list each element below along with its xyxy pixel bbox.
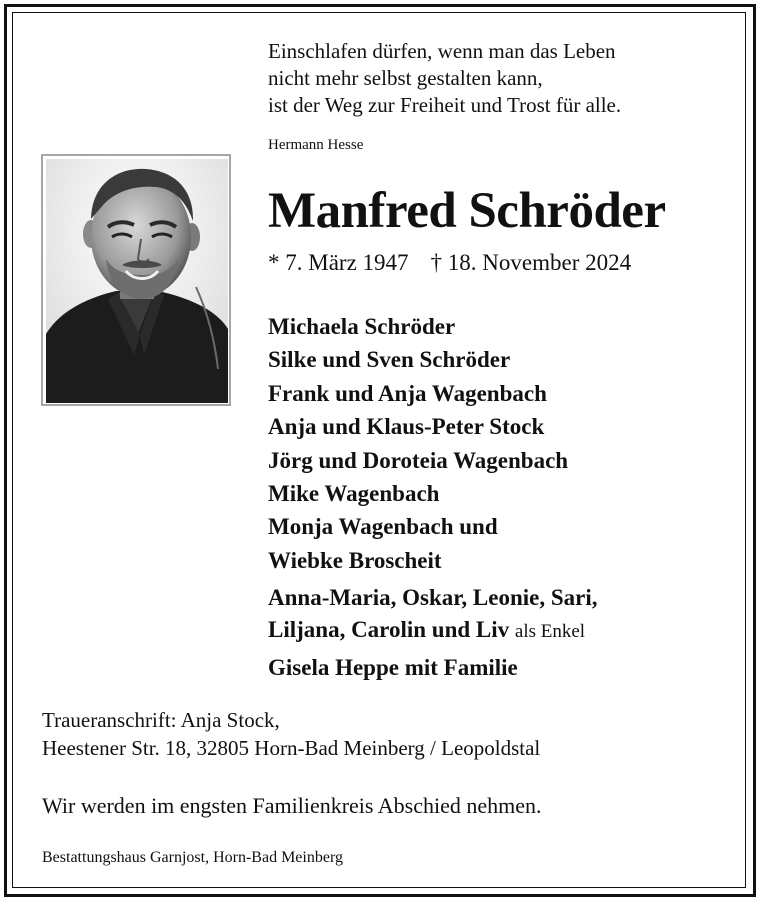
undertaker: Bestattungshaus Garnjost, Horn-Bad Meinberg xyxy=(42,849,343,866)
poem-line: Einschlafen dürfen, wenn man das Leben xyxy=(268,39,616,63)
life-dates xyxy=(268,249,631,277)
grandchildren-line: Anna-Maria, Oskar, Leonie, Sari, xyxy=(268,585,598,610)
extended-family: Gisela Heppe mit Familie xyxy=(268,655,518,680)
mourner-name: Frank und Anja Wagenbach xyxy=(268,380,547,406)
grandchildren-names: Liljana, Carolin und Liv xyxy=(268,617,510,642)
address-line: Heestener Str. 18, 32805 Horn-Bad Meinberg / Leopoldstal xyxy=(42,736,541,760)
mourner-name: Silke und Sven Schröder xyxy=(268,347,511,373)
mourner-name: Mike Wagenbach xyxy=(268,481,440,507)
grandchildren-line xyxy=(268,614,597,648)
farewell-note: Wir werden im engsten Familienkreis Abschied nehmen. xyxy=(42,793,542,818)
poem-line: ist der Weg zur Freiheit und Trost für alle. xyxy=(268,93,622,117)
mourner-name: Jörg und Doroteia Wagenbach xyxy=(268,447,569,473)
grandchildren-suffix: als Enkel xyxy=(514,621,586,642)
death-date: † 18. November 2024 xyxy=(430,250,632,275)
portrait-image xyxy=(46,159,228,403)
mourners-list xyxy=(268,310,568,577)
grandchildren xyxy=(268,582,597,648)
birth-date: * 7. März 1947 xyxy=(268,250,409,275)
poem-author: Hermann Hesse xyxy=(268,137,364,153)
poem xyxy=(268,38,621,119)
deceased-name: Manfred Schröder xyxy=(268,183,666,239)
poem-line: nicht mehr selbst gestalten kann, xyxy=(268,66,543,90)
mourner-name: Michaela Schröder xyxy=(268,314,456,339)
address-line: Traueranschrift: Anja Stock, xyxy=(42,708,280,732)
mourner-name: Monja Wagenbach und xyxy=(268,514,498,540)
mourner-name: Anja und Klaus-Peter Stock xyxy=(268,414,545,440)
portrait-photo xyxy=(41,154,231,406)
mourning-address xyxy=(42,706,540,762)
mourner-name: Wiebke Broscheit xyxy=(268,547,442,573)
